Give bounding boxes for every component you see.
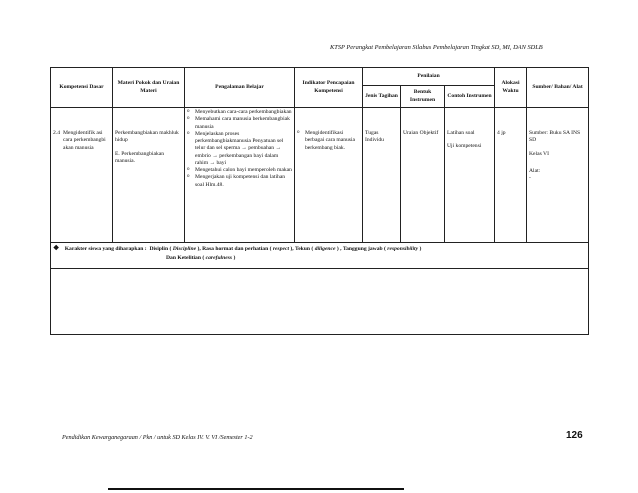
sumber-text-3: Alat: (529, 167, 541, 174)
cell-sumber (527, 108, 589, 243)
pengalaman-item: o Menyebutkan cara-cara perkembangbiakan (187, 109, 292, 116)
table-header-row (51, 68, 589, 86)
cell-materi (113, 108, 185, 243)
cell-alokasi: 4 jp (495, 108, 527, 243)
materi-text-1: Perkembangbiakan makhluk hidup (115, 130, 179, 144)
karakter-text: ) , Tanggung jawab ( (336, 246, 386, 252)
karakter-text: ) (233, 255, 236, 262)
header-contoh: Contoh Instrumen (445, 86, 495, 108)
karakter-en: diligence (314, 246, 336, 252)
header-indikator: Indikator Pencapaian Kompetensi (295, 68, 363, 108)
header-pengalaman: Pengalaman Belajar (185, 68, 295, 108)
karakter-text: Disiplin ( (149, 246, 172, 252)
karakter-en: Discipline (172, 246, 197, 252)
sumber-text-2: Kelas VI (529, 150, 549, 157)
cell-jenis: Tugas Individu (363, 108, 401, 243)
header-penilaian: Penilaian (363, 68, 495, 86)
header-kompetensi-dasar: Kompetensi Dasar (51, 68, 113, 108)
diamond-bullet-icon: ❖ (53, 244, 60, 252)
karakter-text: Dan Ketelitian ( (166, 255, 205, 262)
table-row (51, 108, 589, 243)
kd-number: 2.4 (53, 130, 60, 136)
karakter-text: ) (419, 246, 422, 252)
header-sumber: Sumber/ Bahan/ Alat (527, 68, 589, 108)
blank-row (51, 269, 589, 335)
kd-text: Mengidentifik asi cara perkembangbi akan manusia (63, 130, 106, 151)
bottom-rule (108, 488, 404, 490)
karakter-en: responsibility (387, 246, 419, 252)
sumber-text-1: Sumber: Buku SA INS SD (529, 130, 581, 144)
cell-pengalaman (185, 108, 295, 243)
cell-bentuk: Uraian Objektif (401, 108, 445, 243)
karakter-row (51, 243, 589, 269)
sumber-text-4: - (529, 175, 531, 182)
pengalaman-item: o Menjelaskan proses perkembangbiakmanusia Penyatuan sel telur dan sel sperma → pembuahan → embrio → perkembangan bayi dalam rahim → bayi (187, 131, 292, 167)
karakter-text: ), Rasa hormat dan perhatian ( (197, 246, 272, 252)
footer-text: Pendidikan Kewarganegaraan / Pkn / untuk SD Kelas IV. V. VI /Semester 1-2 (62, 434, 253, 441)
page-number: 126 (566, 430, 583, 441)
karakter-en: respect (272, 246, 290, 252)
pengalaman-item: o Mengerjakan uji kompetensi dan latihan soal Hlm.48. (187, 174, 292, 189)
materi-text-2: E. Perkembangbiakan manusia. (115, 150, 165, 164)
running-header: KTSP Perangkat Pembelajaran Silabus Pembelajaran Tingkat SD, MI, DAN SDLB (330, 44, 543, 51)
cell-kompetensi-dasar (51, 108, 113, 243)
header-bentuk: Bentuk Instrumen (401, 86, 445, 108)
karakter-label: Karakter siswa yang diharapkan : (64, 246, 147, 252)
cell-contoh (445, 108, 495, 243)
cell-indikator (295, 108, 363, 243)
karakter-cell (51, 243, 589, 269)
pengalaman-item: o Memahami cara manusia berkembangbiak manusia (187, 116, 292, 131)
contoh-text-1: Latihan soal (447, 130, 475, 136)
pengalaman-item: o Mengetahui calon bayi memperoleh makan (187, 167, 292, 174)
karakter-text: ), Tekun ( (290, 246, 314, 252)
syllabus-table (50, 67, 589, 335)
indikator-item: o Mengidentifikasi berbagai cara manusia berkembang biak. (297, 130, 360, 152)
contoh-text-2: Uji kompetensi (447, 143, 482, 150)
blank-cell (51, 269, 589, 335)
karakter-en: carefulness (205, 255, 233, 262)
header-alokasi: Alokasi Waktu (495, 68, 527, 108)
header-jenis: Jenis Tagihan (363, 86, 401, 108)
header-materi: Materi Pokok dan Uraian Materi (113, 68, 185, 108)
